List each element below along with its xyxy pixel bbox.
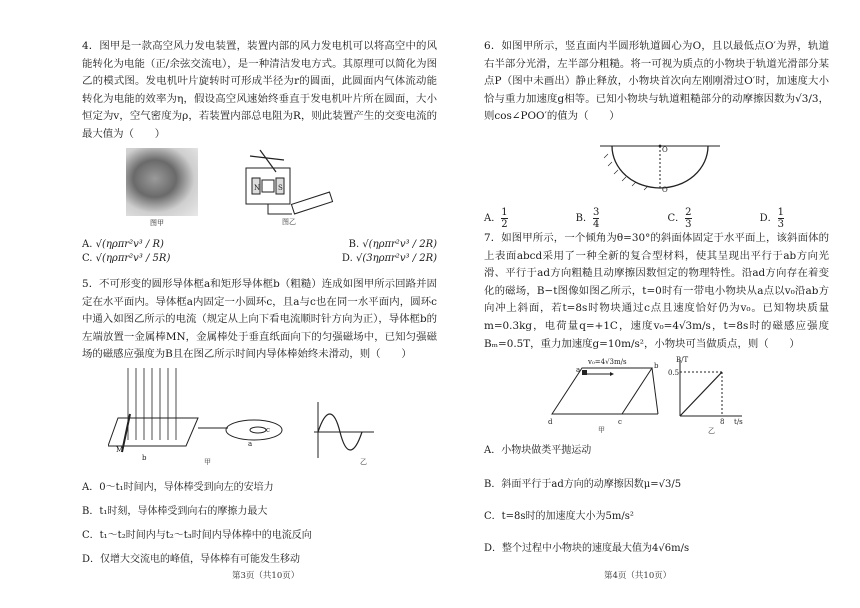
q7-option-b[interactable]: B．斜面平行于ad方向的动摩擦因数μ=√3/5 [484, 479, 682, 490]
q4-option-d[interactable]: D. √(3ηρπr²v³ / 2R) [341, 253, 437, 264]
q7-text: 7．如图甲所示，一个倾角为θ=30°的斜面体固定于水平面上，该斜面体的上表面abcd采用了一种全新的复合型材料，使其呈现出平行于ab方向光滑、平行于ad方向粗糙且动摩擦因数恒定的物理特性。沿ad方向存在着变化的磁场，B−t图像如图乙所示，t=0时有一带电小物块从a点以v₀沿ab方向冲上斜面，若t=8s时物块通过c点且速度恰好仍为v₀。已知物块质量m=0.3kg，电荷量q=+1C，速度v₀=4√3m/s，t=8s时的磁感应强度Bₘ=0.5T，重力加速度g=10m/s²，小物块可当做质点，则（ ） [484, 232, 829, 350]
q7-option-c[interactable]: C．t=8s时的加速度大小为5m/s² [484, 511, 634, 522]
q7-fig-b-caption: 乙 [708, 427, 715, 434]
svg-text:d: d [548, 418, 553, 426]
footer-right: 第4页（共10页） [604, 571, 672, 581]
q7-option-d[interactable]: D．整个过程中小物块的速度最大值为4√6m/s [484, 543, 690, 554]
q6-text: 6．如图甲所示，竖直面内半圆形轨道圆心为O，且以最低点O′为界，轨道右半部分光滑，左半部分粗糙。将一可视为质点的小物块于轨道光滑部分某点P（图中未画出）静止释放，小物块首次向左刚刚滑过O′时，加速度大小恰与重力加速度g相等。已知小物块与轨道粗糙部分的动摩擦因数为√3/3，则cos∠POO′的值为（ ） [484, 40, 829, 123]
q7-axis-b: B/T [676, 356, 689, 364]
q6-track-diagram [600, 140, 720, 194]
q7-fig-a-caption: 甲 [598, 426, 605, 434]
svg-text:S: S [278, 184, 283, 192]
q4-option-a[interactable]: A. √(ηρπr²v³ / R) [82, 239, 164, 250]
q5-fig-b-caption: 乙 [360, 458, 367, 466]
svg-text:O′: O′ [662, 186, 670, 194]
right-page [484, 38, 829, 126]
q6-option-b[interactable]: B． $\frac{3}{4}$ [575, 207, 600, 230]
svg-text:O: O [662, 146, 668, 154]
q7-options [484, 444, 829, 555]
svg-text:a: a [248, 440, 253, 448]
svg-text:c: c [618, 418, 622, 426]
svg-text:a: a [576, 366, 581, 374]
q5-options [82, 481, 437, 566]
q5-fig-a-caption: 甲 [204, 458, 211, 466]
q4-option-b[interactable]: B. √(ηρπr²v³ / 2R) [348, 239, 437, 250]
svg-text:c: c [266, 426, 270, 434]
q5-figure-a [108, 366, 298, 466]
q7-bt-graph [668, 356, 746, 434]
q5-figure-b [308, 398, 378, 468]
q4-options [82, 236, 437, 267]
q7-axis-t: t/s [734, 418, 743, 426]
q6-options [484, 204, 784, 233]
svg-text:M: M [116, 446, 124, 454]
q4-fig-b-caption: 图乙 [282, 218, 296, 226]
q7-tick-t: 8 [720, 418, 725, 426]
q6-option-a[interactable]: A． $\frac{1}{2}$ [484, 207, 508, 230]
q4-generator-diagram [232, 146, 338, 226]
svg-text:N: N [254, 184, 261, 192]
q6-option-c[interactable]: C． $\frac{2}{3}$ [667, 207, 692, 230]
q7-option-a[interactable]: A．小物块做类平抛运动 [484, 445, 592, 456]
svg-text:b: b [654, 362, 659, 370]
q5-option-c[interactable]: C．t₁～t₂时间内与t₂～t₃时间内导体棒中的电流反向 [82, 530, 312, 541]
left-page [82, 38, 437, 144]
q4-text: 4．图甲是一款高空风力发电装置，装置内部的风力发电机可以将高空中的风能转化为电能（正/余弦交流电），是一种清洁发电方式。其原理可以简化为图乙的模式图。发电机叶片旋转时可形成半径为r的圆面，此圆面内气体流动能转化为电能的效率为η，假设高空风速始终垂直于发电机叶片所在圆面，大小恒定为v，空气密度为ρ，若装置内部总电阻为R，则此装置产生的交变电流的最大值为（ ） [82, 40, 437, 140]
q7-tick-b: 0.5 [668, 369, 680, 377]
q6-option-d[interactable]: D． $\frac{1}{3}$ [759, 207, 784, 230]
q5-option-d[interactable]: D．仅增大交流电的峰值，导体棒有可能发生移动 [82, 554, 301, 565]
q7-v0-label: v₀=4√3m/s [588, 358, 627, 366]
svg-text:b: b [142, 454, 147, 462]
q4-option-c[interactable]: C. √(ηρπr²v³ / 5R) [82, 253, 171, 264]
q5-option-b[interactable]: B．t₁时刻，导体棒受到向右的摩擦力最大 [82, 506, 268, 517]
q5-text: 5．不可形变的圆形导体框a和矩形导体框b（粗糙）连成如图甲所示回路并固定在水平面内。导体框a内固定一小圆环c，且a与c也在同一水平面内，圆环c中通入如图乙所示的电流（规定从上向下看电流顺时针方向为正），导体框b的左端放置一金属棒MN，金属棒处于垂直纸面向下的匀强磁场中，已知匀强磁场的磁感应强度为B且在图乙所示时间内导体棒始终未滑动，则（ ） [82, 278, 437, 361]
q7-incline-diagram [548, 354, 666, 434]
footer-left: 第3页（共10页） [232, 571, 300, 581]
q4-fig-a-caption: 图甲 [150, 219, 164, 227]
q5-option-a[interactable]: A．0～t₁时间内，导体棒受到向左的安培力 [82, 482, 274, 493]
q4-photo [126, 148, 198, 216]
